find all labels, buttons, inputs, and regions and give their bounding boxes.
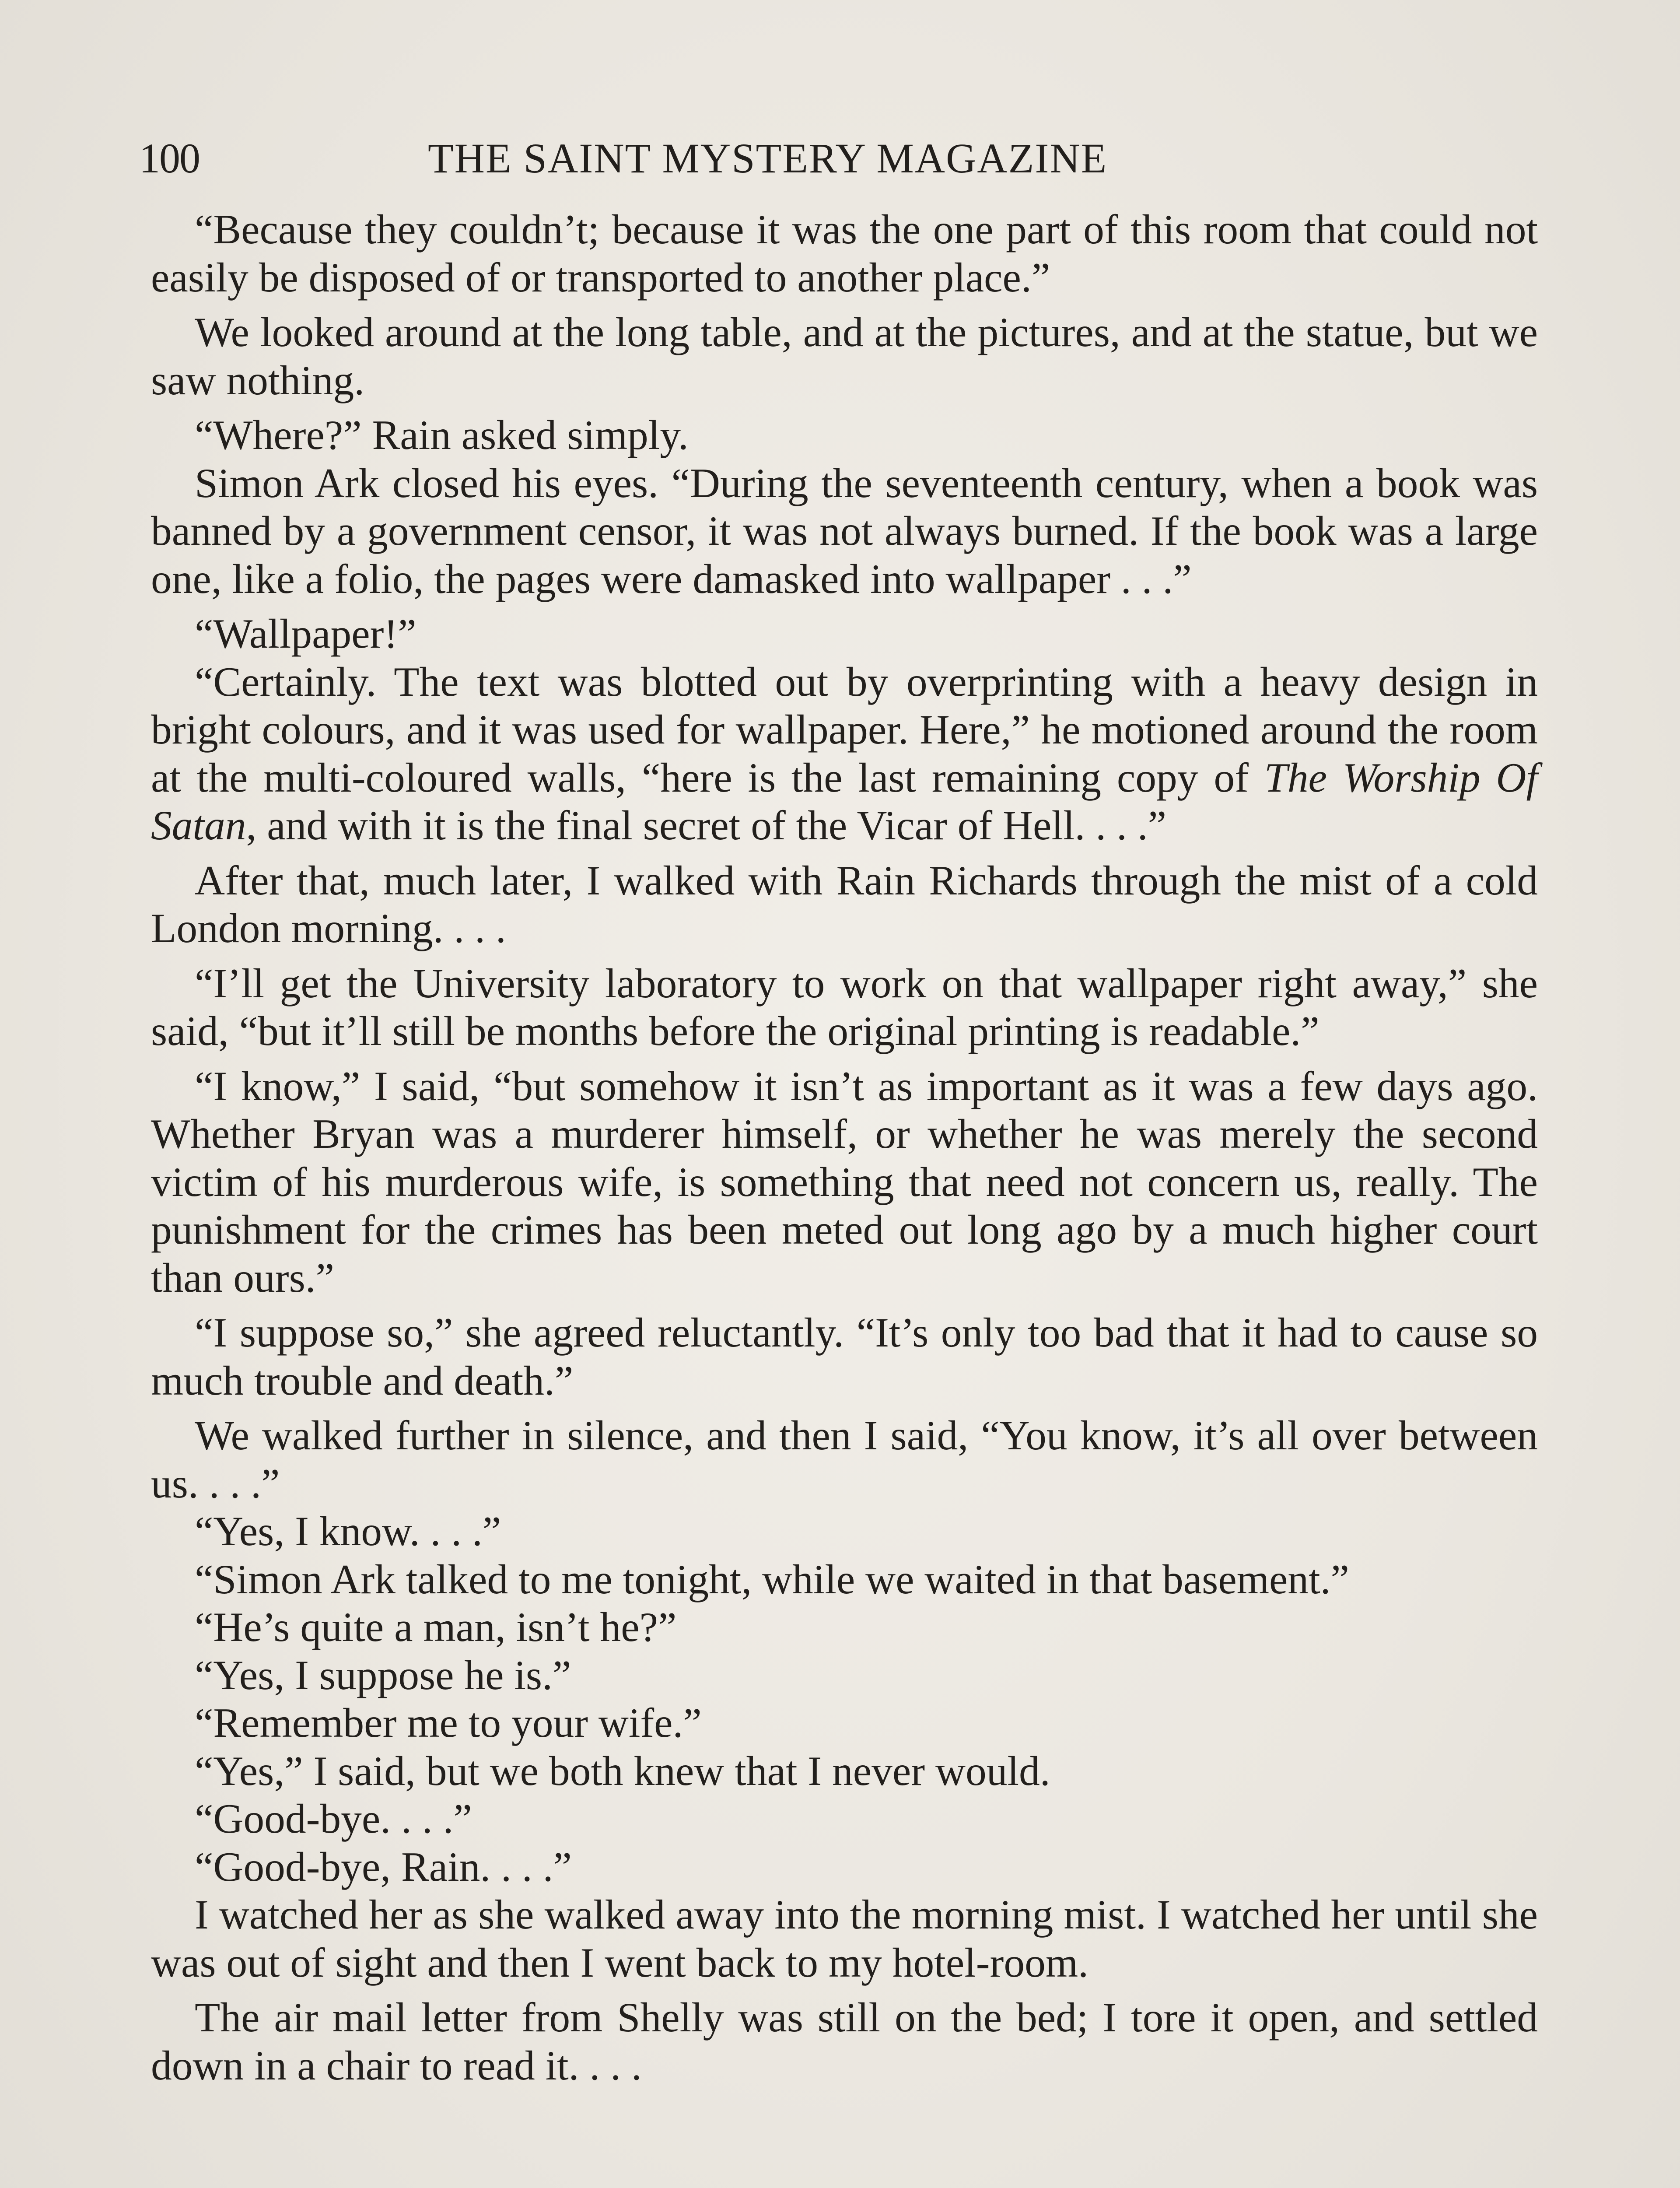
paragraph: “Yes, I suppose he is.” — [195, 1652, 571, 1698]
paragraph: Simon Ark closed his eyes. “During the seventeenth century, when a book was banned by a government censor, it was not always burned. If the book was a large one, like a folio, the pages were damasked into wallpaper . . .” — [151, 459, 1538, 602]
paragraph: “Good-bye. . . .” — [195, 1795, 472, 1842]
paragraph: We walked further in silence, and then I said, “You know, it’s all over between us. . . .” — [151, 1412, 1538, 1507]
paragraph: “Remember me to your wife.” — [195, 1700, 702, 1746]
paragraph: “I’ll get the University laboratory to work on that wallpaper right away,” she said, “but it’ll still be months before the original printing is readable.” — [151, 960, 1538, 1054]
paragraph: “Good-bye, Rain. . . .” — [195, 1843, 572, 1890]
paragraph-text: “Certainly. The text was blotted out by overprinting with a heavy design in bright colours, and it was used for wallpaper. Here,” he motioned around the room at the multi-coloured walls, “here is the last remaining copy of — [151, 658, 1538, 801]
body-text — [151, 206, 1538, 2097]
paragraph: After that, much later, I walked with Rain Richards through the mist of a cold London morning. . . . — [151, 857, 1538, 951]
paragraph: “I suppose so,” she agreed reluctantly. “It’s only too bad that it had to cause so much trouble and death.” — [151, 1309, 1538, 1404]
paragraph: We looked around at the long table, and at the pictures, and at the statue, but we saw nothing. — [151, 309, 1538, 403]
page-header — [139, 128, 1539, 189]
page-number: 100 — [139, 135, 200, 182]
paragraph — [151, 658, 1538, 850]
paragraph: “I know,” I said, “but somehow it isn’t as important as it was a few days ago. Whether Bryan was a murderer himself, or whether he was merely the second victim of his murderous wife, is something that need not concern us, really. The punishment for the crimes has been meted out long ago by a much higher court than ours.” — [151, 1062, 1538, 1301]
running-title: THE SAINT MYSTERY MAGAZINE — [428, 135, 1108, 182]
paragraph: “Simon Ark talked to me tonight, while we waited in that basement.” — [195, 1556, 1349, 1602]
paragraph: “Yes,” I said, but we both knew that I never would. — [195, 1747, 1050, 1794]
paragraph: “He’s quite a man, isn’t he?” — [195, 1604, 677, 1650]
paragraph: The air mail letter from Shelly was still on the bed; I tore it open, and settled down in a chair to read it. . . . — [151, 1994, 1538, 2089]
paragraph: “Because they couldn’t; because it was the one part of this room that could not easily be disposed of or transported to another place.” — [151, 206, 1538, 301]
paragraph: “Wallpaper!” — [195, 610, 416, 657]
paragraph: I watched her as she walked away into the morning mist. I watched her until she was out of sight and then I went back to my hotel-room. — [151, 1891, 1538, 1986]
book-title: The Worship Of Satan — [151, 754, 1538, 849]
paragraph: “Yes, I know. . . .” — [195, 1508, 501, 1554]
paragraph: “Where?” Rain asked simply. — [195, 412, 689, 458]
paragraph-text: , and with it is the final secret of the Vicar of Hell. . . .” — [246, 802, 1167, 849]
